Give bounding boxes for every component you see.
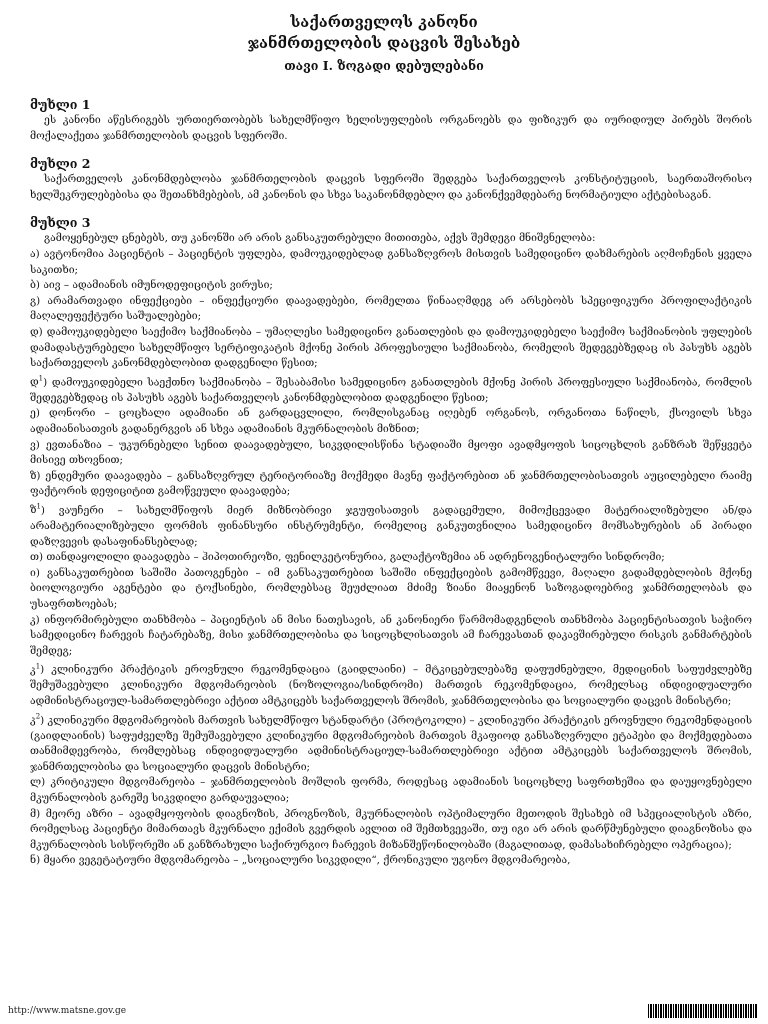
item-text: ინფორმირებული თანხმობა – პაციენტის ან მისი ნათესავის, ან კანონიერი წარმომადგენლის თანხმობა პაციენტისათვის საჭირო სამედიცინო ჩარევის ჩატარებაზე, მისი ჯანმრთელობისა და სიცოცხლისათვის ამ ჩარევასთან დაკავშირებული რისკის განმარტების შემდეგ; [30,613,752,657]
article-heading: მუხლი 2 [30,156,91,172]
item-marker [30,407,40,419]
item-text: ) კლინიკური მდგომარეობის მართვის სახელმწიფო სტანდარტი (პროტოკოლი) – კლინიკური პრაქტიკის ეროვნული რეკომენდაციის (გაიდლაინის) საფუძველზე შემუშავებული კლინიკური მდგომარეობის მართვის მკაფიოდ განსაზღვრული ეტაპები და მოქმედებათა თანმიმდევრობა, რომლებსაც ინდივიდუალური ადმინისტრაციულ-სამართლებრივი აქტით ამტკიცებს საქართველოს შრომის, ჯანმრთელობისა და სოციალური დაცვის მინისტრი; [30,714,752,773]
item-text: არამართვადი ინფექციები – ინფექციური დაავადებები, რომელთა წინააღმდეგ არ არსებობს სპეციფიკური პროფილაქტიკის მაღალეფექტური საშუალებები; [30,294,752,323]
item-text: კრიტიკული მდგომარეობა – ჯანმრთელობის მოშლის ფორმა, როდესაც ადამიანის სიცოცხლე საფრთხეშია და დაუყოვნებელი მკურნალობის გარეშე სიკვდილი გარდაუვალია; [30,776,752,805]
item-marker [30,854,40,866]
item-text: ) კლინიკური პრაქტიკის ეროვნული რეკომენდაცია (გაიდლაინი) – მტკიცებულებაზე დაფუძნებული, მედიცინის საფუძვლებზე შემუშავებული კლინიკური მდგომარეობის (ნოზოლოგია/სინდრომი) მართვის რეკომენდაცია, რომელსაც ინდივიდუალური ადმინისტრაციულ-სამართლებრივი აქტით ამტკიცებს საქართველოს შრომის, ჯანმრთელობისა და სოციალური დაცვის მინისტრი; [30,663,752,707]
item-marker-letter: ნ) [30,854,41,867]
article-3 [30,214,752,869]
item-marker [30,326,43,338]
definition-item [30,294,752,325]
definition-item [30,659,752,709]
item-text: ავტონომია პაციენტის – პაციენტის უფლება, დამოუკიდებლად განსაზღვროს მისთვის სამედიცინო დახმარების აღმოჩენის ყველა საკითხი; [30,247,752,276]
item-marker [30,776,45,788]
item-marker-letter: ი) [30,566,40,579]
definition-item [30,853,752,869]
item-text: დამოუკიდებელი საექიმო საქმიანობა – უმაღლესი სამედიცინო განათლების და დამოუკიდებელი საექიმო საქმიანობის უფლების დამადასტურებელი სახელმწიფო სერტიფიკატის მქონე პირის პროფესიული საქმიანობა, რომელის შედეგებზედაც ის პასუხს აგებს საქართველოს კანონმდებლობით დადგენილი წესით; [30,325,752,370]
item-marker [30,504,41,516]
item-marker-letter: დ [30,376,39,389]
definition-item [30,438,752,469]
definition-item [30,775,752,806]
item-marker-letter: კ [30,714,36,727]
item-marker [30,376,43,388]
article-text: საქართველოს კანონმდებლობა ჯანმრთელობის დაცვის სფეროში შედგება საქართველოს კონსტიტუციის, საერთაშორისო ხელშეკრულებებისა და შეთანხმებების, ამ კანონის და სხვა საკანონმდებლო და კანონქვემდებარე ნორმატიული აქტებისაგან. [30,173,752,201]
definition-item [30,710,752,776]
barcode-image [648,1004,758,1018]
item-text: აივ – ადამიანის იმუნოდეფიციტის ვირუსი; [43,279,273,292]
item-marker-superscript: 1 [36,502,41,511]
item-text: მყარი ვეგეტატიური მდგომარეობა – „სოციალური სიკვდილი“, ქრონიკული უგონო მდგომარეობა, [43,854,571,867]
item-marker-letter: მ) [30,807,41,820]
item-marker-letter: ზ [30,504,37,517]
definition-item [30,550,752,566]
article-heading: მუხლი 3 [30,215,91,231]
item-marker [30,664,40,676]
chapter-title: თავი I. ზოგადი დებულებანი [284,58,484,73]
item-marker [30,295,40,307]
item-marker [30,248,40,260]
item-marker-letter: ლ) [30,776,46,789]
page-footer [0,996,768,1024]
item-marker [30,808,40,820]
item-text: ენდემური დაავადება – განსაზღვრულ ტერიტორიაზე მოქმედი მავნე ფაქტორებით ან ჯანმრთელობისათვის აუცილებელი რაიმე ფაქტორის დეფიციტით გამოწვეული დაავადება; [30,469,752,498]
definition-item [30,500,752,550]
article-text: ეს კანონი აწესრიგებს ურთიერთობებს სახელმწიფო ხელისუფლების ორგანოებს და ფიზიკურ და იურიდიულ პირებს შორის მოქალაქეთა ჯანმრთელობის დაცვის სფეროში. [30,114,752,142]
item-marker [30,439,40,451]
item-marker [30,714,40,726]
item-marker-superscript: 1 [35,662,41,671]
item-marker-letter: თ) [30,551,43,564]
definition-list [30,247,752,869]
item-text: თანდაყოლილი დაავადება – ჰიპოთირეოზი, ფენილკეტონურია, გალაქტოზემია ან ადრენოგენიტალური სინდრომი; [46,551,665,564]
item-marker-letter: ა) [30,247,40,260]
item-marker-letter: ბ) [30,279,40,292]
item-marker [30,614,40,626]
law-title: საქართველოს კანონი [290,13,478,31]
definition-item [30,325,752,372]
item-marker [30,279,40,291]
definition-item [30,372,752,407]
definition-item [30,406,752,437]
document-body [30,96,752,988]
item-marker-superscript: 1 [38,374,44,383]
item-text: განსაკუთრებით საშიში პათოგენები – იმ განსაკუთრებით საშიში ინფექციების გამომწვევი, მაღალი გადამდებლობის მქონე ბიოლოგიური აგენტები და ტოქსინები, რომლებსაც შეუძლიათ მძიმე ზიანი მიაყენონ საზოგადოებრივ ჯანმრთელობას და უსაფრთხოებას; [30,566,752,610]
document-header [0,12,768,76]
item-marker [30,470,40,482]
item-marker-superscript: 2 [35,712,41,721]
item-marker-letter: კ) [30,613,40,626]
item-marker-letter: კ [30,663,36,676]
item-marker [30,567,40,579]
definition-item [30,613,752,660]
definition-item [30,807,752,854]
source-link[interactable]: http://www.matsne.gov.ge [8,1006,127,1016]
definition-item [30,247,752,278]
item-marker-letter: ზ) [30,469,41,482]
definition-item [30,566,752,613]
article-2 [30,155,752,203]
item-marker-letter: დ) [30,325,43,338]
law-subject: ჯანმრთელობის დაცვის შესახებ [247,34,521,52]
article-text: გამოყენებულ ცნებებს, თუ კანონში არ არის განსაკუთრებული მითითება, აქვს შემდეგი მნიშვნელობა: [44,232,596,245]
article-heading: მუხლი 1 [30,97,91,112]
item-text: ) დამოუკიდებელი საექთნო საქმიანობა – შესაბამისი სამედიცინო განათლების მქონე პირის პროფესიული საქმიანობა, რომლის შედეგებზედაც ის პასუხს აგებს საქართველოს კანონმდებლობით დადგენილი წესით; [30,376,752,404]
item-text: დონორი – ცოცხალი ადამიანი ან გარდაცვლილი, რომლისგანაც იღებენ ორგანოს, ორგანოთა ნაწილს, ქსოვილს სხვა ადამიანისათვის გადანერგვის ან სხვა ადამიანის მკურნალობის მიზნით; [30,407,752,435]
item-text: მეორე აზრი – ავადმყოფობის დიაგნოზის, პროგნოზის, მკურნალობის ოპტიმალური მეთოდის შესახებ იმ სპეციალისტის აზრი, რომელსაც პაციენტი მიმართავს მკურნალი ექიმის გვერდის ავლით იმ შემთხვევაში, თუ იგი არ არის დარწმუნებული დიაგნოზისა და მკურნალობის სისწორეში ან განზრახული საქირურგიო ჩარევის მიზანშეწონილობაში (მაგალითად, დამასახიჩრებელი ოპერაცია); [30,807,752,851]
definition-item [30,469,752,500]
definition-item [30,278,752,294]
item-marker-letter: ე) [30,407,40,420]
item-marker-letter: გ) [30,294,41,307]
item-marker-letter: ვ) [30,438,40,451]
article-1 [30,96,752,144]
item-text: ) ვაუჩერი – სახელმწიფოს მიერ მიზნობრივი ჯგუფისათვის გადაცემული, მიმოქცევადი მატერიალიზებული ან/და არამატერიალიზებული ფორმის ფინანსური ინსტრუმენტი, რომელიც განკუთვნილია სამედიცინო მომსახურების ან პირადი დაზღვევის დასაფინანსებლად; [30,504,752,548]
item-text: ევთანაზია – უკურნებელი სენით დაავადებული, სიკვდილისწინა სტადიაში მყოფი ავადმყოფის სიცოცხლის განზრახ შეწყვეტა მისივე თხოვნით; [30,438,752,467]
item-marker [30,551,43,563]
